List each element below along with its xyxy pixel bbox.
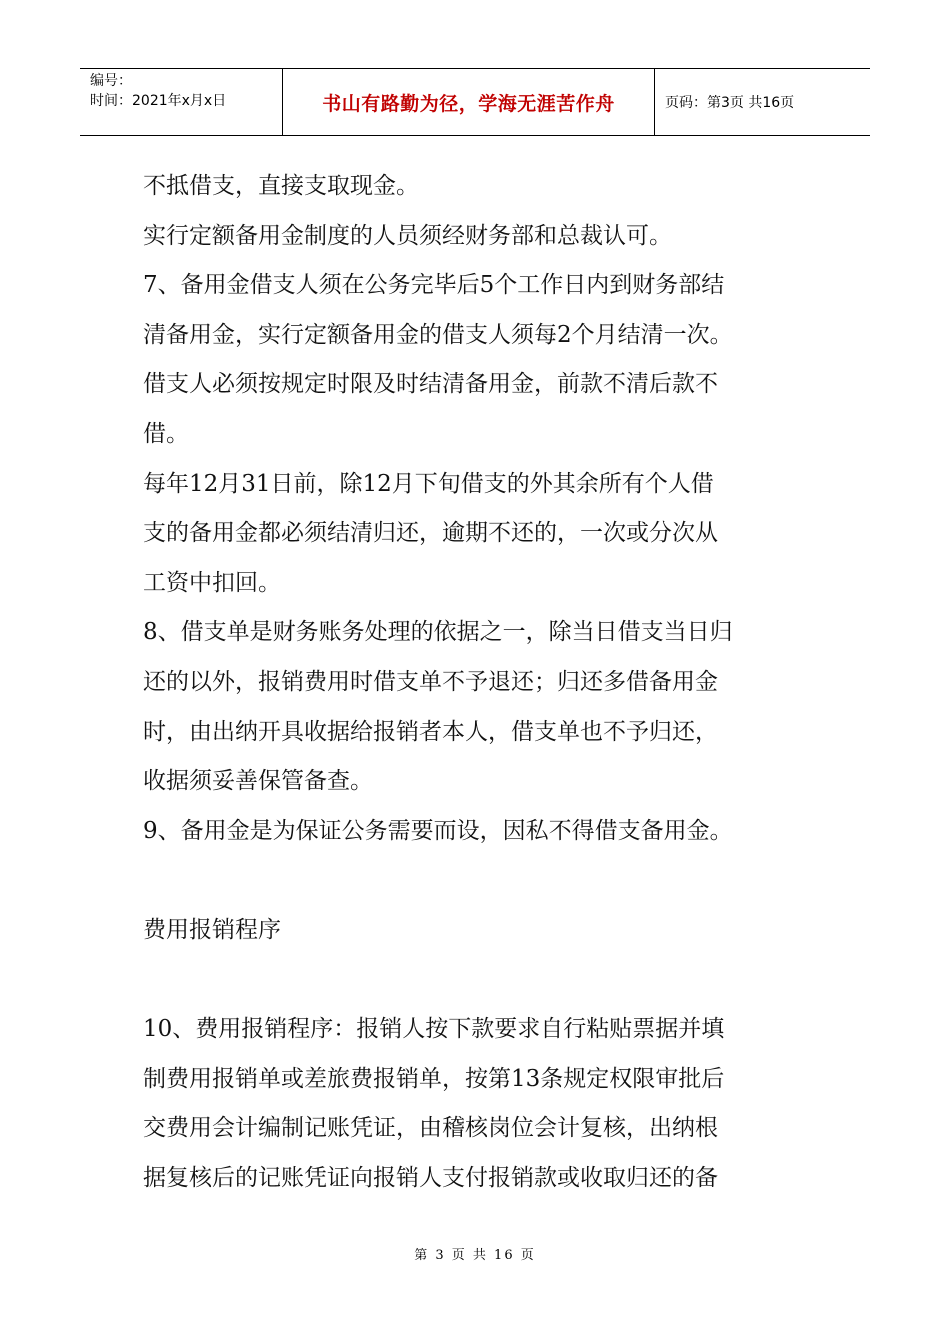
text-line: 制费用报销单或差旅费报销单，按第13条规定权限审批后 bbox=[143, 1065, 725, 1092]
text-line: 交费用会计编制记账凭证，由稽核岗位会计复核，出纳根 bbox=[143, 1115, 718, 1142]
text-line: 8、借支单是财务账务处理的依据之一，除当日借支当日归 bbox=[143, 619, 733, 646]
blank-line bbox=[143, 856, 813, 906]
text-line: 借。 bbox=[143, 420, 189, 447]
text-line: 7、备用金借支人须在公务完毕后5个工作日内到财务部结 bbox=[143, 272, 725, 299]
document-body bbox=[143, 162, 813, 1203]
page-footer: 第 3 页 共 16 页 bbox=[414, 1248, 536, 1263]
text-line: 还的以外，报销费用时借支单不予退还；归还多借备用金 bbox=[143, 668, 718, 695]
text-line: 每年12月31日前，除12月下旬借支的外其余所有个人借 bbox=[143, 470, 714, 497]
text-line: 收据须妥善保管备查。 bbox=[143, 768, 373, 795]
text-line: 借支人必须按规定时限及时结清备用金，前款不清后款不 bbox=[143, 371, 718, 398]
header-page-info: 页码：第3页 共16页 bbox=[665, 95, 795, 111]
section-heading: 费用报销程序 bbox=[143, 916, 281, 943]
text-line: 9、备用金是为保证公务需要而设，因私不得借支备用金。 bbox=[143, 817, 733, 844]
text-line: 不抵借支，直接支取现金。 bbox=[143, 173, 419, 199]
page-header bbox=[80, 68, 870, 136]
number-label: 编号： bbox=[90, 73, 132, 89]
header-motto: 书山有路勤为径，学海无涯苦作舟 bbox=[283, 69, 655, 135]
text-line: 工资中扣回。 bbox=[143, 569, 281, 596]
text-line: 据复核后的记账凭证向报销人支付报销款或收取归还的备 bbox=[143, 1164, 718, 1191]
blank-line bbox=[143, 956, 813, 1006]
text-line: 实行定额备用金制度的人员须经财务部和总裁认可。 bbox=[143, 222, 672, 249]
header-meta bbox=[80, 69, 283, 135]
text-line: 清备用金，实行定额备用金的借支人须每2个月结清一次。 bbox=[143, 321, 733, 348]
text-line: 时，由出纳开具收据给报销者本人，借支单也不予归还， bbox=[143, 718, 718, 745]
date-label: 时间：2021年x月x日 bbox=[90, 93, 227, 109]
text-line: 支的备用金都必须结清归还，逾期不还的，一次或分次从 bbox=[143, 520, 718, 547]
text-line: 10、费用报销程序：报销人按下款要求自行粘贴票据并填 bbox=[143, 1016, 725, 1043]
